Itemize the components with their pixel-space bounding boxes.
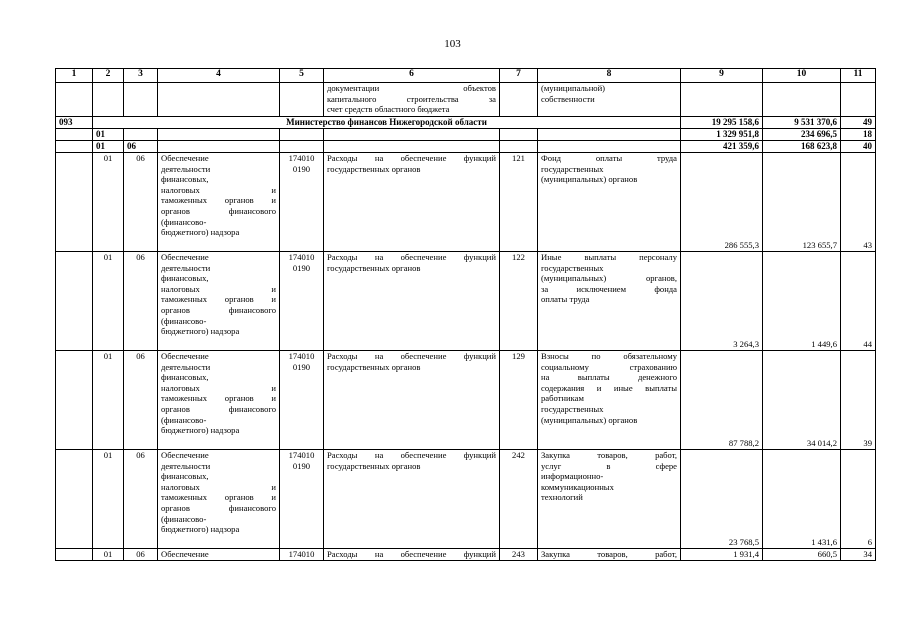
activity-cell [158, 252, 280, 351]
text-line: услуг в сфере [541, 460, 677, 471]
text-line: налоговых и [161, 184, 276, 195]
expense-name-cell [324, 450, 500, 549]
text-line: собственности [541, 93, 595, 104]
target-code-cell: 174010 [280, 549, 324, 561]
text-line: работникам [541, 393, 584, 404]
expense-type-cell: Закупка товаров, работ, [538, 549, 681, 561]
text-line: Расходы на обеспечение функций [327, 252, 496, 262]
target-code-cell [280, 153, 324, 252]
text-line: (финансово- [161, 315, 207, 326]
section-cell: 01 [93, 351, 124, 450]
section-cell: 01 [93, 549, 124, 561]
ministry-total-11: 49 [841, 117, 876, 129]
section-cell: 01 [93, 450, 124, 549]
text-line: деятельности [161, 262, 211, 273]
activity-cell: Обеспечение [158, 549, 280, 561]
section-cell: 01 [93, 153, 124, 252]
ministry-total-10: 9 531 370,6 [763, 117, 841, 129]
text-line: коммуникационных [541, 481, 614, 492]
text-line: документации объектов [327, 83, 496, 93]
text-line: финансовых, [161, 174, 209, 185]
text-line: 174010 [288, 450, 315, 460]
text-line: 0190 [292, 262, 311, 273]
text-line: Обеспечение [161, 153, 209, 163]
text-line: государственных органов [327, 460, 421, 471]
value-11-cell: 43 [841, 153, 876, 252]
expense-type-code-cell: 121 [500, 153, 538, 252]
value-9-cell: 87 788,2 [681, 351, 763, 450]
activity-cell [158, 153, 280, 252]
value-10-cell: 1 431,6 [763, 450, 841, 549]
text-line: Фонд оплаты труда [541, 153, 677, 163]
text-line: налоговых и [161, 283, 276, 294]
text-line: (финансово- [161, 414, 207, 425]
header-cell: 9 [681, 69, 763, 83]
budget-table [55, 68, 876, 561]
text-line: финансовых, [161, 273, 209, 284]
text-line: органов финансового [161, 403, 276, 414]
text-line: государственных [541, 163, 604, 174]
text-line: Обеспечение [161, 252, 209, 262]
target-code-cell [280, 252, 324, 351]
subsection-total-11: 40 [841, 141, 876, 153]
activity-cell [158, 351, 280, 450]
text-line: Обеспечение [161, 351, 209, 361]
table-row [56, 252, 876, 351]
text-line: капитального строительства за [327, 93, 496, 104]
text-line: деятельности [161, 361, 211, 372]
text-line: государственных органов [327, 262, 421, 273]
header-cell: 2 [93, 69, 124, 83]
text-line: налоговых и [161, 481, 276, 492]
continuation-expense-name [324, 83, 500, 117]
text-line: финансовых, [161, 471, 209, 482]
subsection-cell: 06 [124, 549, 158, 561]
text-line: 174010 [288, 252, 315, 262]
text-line: государственных [541, 262, 604, 273]
value-10-cell: 1 449,6 [763, 252, 841, 351]
section-row [56, 129, 876, 141]
text-line: деятельности [161, 460, 211, 471]
continuation-expense-type [538, 83, 681, 117]
expense-type-cell [538, 351, 681, 450]
text-line: (муниципальных) органов [541, 414, 638, 425]
text-line: (финансово- [161, 216, 207, 227]
expense-type-code-cell: 122 [500, 252, 538, 351]
text-line: оплаты труда [541, 294, 590, 305]
text-line: государственных [541, 403, 604, 414]
value-11-cell: 34 [841, 549, 876, 561]
text-line: 0190 [292, 163, 311, 174]
page-number: 103 [444, 38, 461, 50]
ministry-name: Министерство финансов Нижегородской области [93, 117, 681, 129]
subsection-cell: 06 [124, 153, 158, 252]
subsection-code: 01 [93, 141, 124, 153]
text-line: Закупка товаров, работ, [541, 450, 677, 460]
text-line: 174010 [288, 153, 315, 163]
subsection-cell: 06 [124, 351, 158, 450]
ministry-row [56, 117, 876, 129]
text-line: 0190 [292, 460, 311, 471]
text-line: (муниципальной) [541, 83, 606, 93]
text-line: бюджетного) надзора [161, 227, 240, 238]
text-line: Расходы на обеспечение функций [327, 153, 496, 163]
text-line: на выплаты денежного [541, 372, 677, 383]
value-9-cell: 23 768,5 [681, 450, 763, 549]
expense-type-code-cell: 243 [500, 549, 538, 561]
value-10-cell: 123 655,7 [763, 153, 841, 252]
text-line: технологий [541, 492, 583, 503]
activity-cell [158, 450, 280, 549]
header-cell: 11 [841, 69, 876, 83]
text-line: финансовых, [161, 372, 209, 383]
text-line: (муниципальных) органов [541, 174, 638, 185]
section-total-11: 18 [841, 129, 876, 141]
text-line: органов финансового [161, 205, 276, 216]
header-cell: 5 [280, 69, 324, 83]
expense-type-code-cell: 242 [500, 450, 538, 549]
expense-type-code-cell: 129 [500, 351, 538, 450]
section-cell: 01 [93, 252, 124, 351]
value-11-cell: 6 [841, 450, 876, 549]
header-cell: 3 [124, 69, 158, 83]
text-line: деятельности [161, 163, 211, 174]
subsection-total-9: 421 359,6 [681, 141, 763, 153]
text-line: 174010 [288, 351, 315, 361]
target-code-cell [280, 450, 324, 549]
expense-name-cell [324, 252, 500, 351]
value-11-cell: 44 [841, 252, 876, 351]
value-9-cell: 3 264,3 [681, 252, 763, 351]
subsection-total-10: 168 623,8 [763, 141, 841, 153]
header-cell: 6 [324, 69, 500, 83]
text-line: за исключением фонда [541, 283, 677, 294]
text-line: Расходы на обеспечение функций [327, 450, 496, 460]
text-line: Обеспечение [161, 450, 209, 460]
expense-type-cell [538, 450, 681, 549]
text-line: содержания и иные выплаты [541, 382, 677, 393]
header-cell: 1 [56, 69, 93, 83]
text-line: (финансово- [161, 513, 207, 524]
text-line: таможенных органов и [161, 294, 276, 305]
header-row [56, 69, 876, 83]
continuation-row [56, 83, 876, 117]
section-total-10: 234 696,5 [763, 129, 841, 141]
text-line: государственных органов [327, 163, 421, 174]
header-cell: 7 [500, 69, 538, 83]
section-code: 01 [93, 129, 124, 141]
text-line: информационно- [541, 471, 604, 482]
value-11-cell: 39 [841, 351, 876, 450]
target-code-cell [280, 351, 324, 450]
expense-type-cell [538, 153, 681, 252]
value-9-cell: 286 555,3 [681, 153, 763, 252]
text-line: счет средств областного бюджета [327, 104, 450, 115]
text-line: бюджетного) надзора [161, 524, 240, 535]
header-cell: 8 [538, 69, 681, 83]
text-line: бюджетного) надзора [161, 425, 240, 436]
header-cell: 10 [763, 69, 841, 83]
text-line: бюджетного) надзора [161, 326, 240, 337]
ministry-total-9: 19 295 158,6 [681, 117, 763, 129]
text-line: органов финансового [161, 304, 276, 315]
table-row [56, 450, 876, 549]
text-line: таможенных органов и [161, 195, 276, 206]
text-line: Расходы на обеспечение функций [327, 351, 496, 361]
value-9-cell: 1 931,4 [681, 549, 763, 561]
text-line: таможенных органов и [161, 492, 276, 503]
header-cell: 4 [158, 69, 280, 83]
ministry-code: 093 [56, 117, 93, 129]
table-row [56, 153, 876, 252]
text-line: социальному страхованию [541, 361, 677, 372]
expense-name-cell: Расходы на обеспечение функций [324, 549, 500, 561]
text-line: органов финансового [161, 502, 276, 513]
value-10-cell: 34 014,2 [763, 351, 841, 450]
text-line: Иные выплаты персоналу [541, 252, 677, 262]
value-10-cell: 660,5 [763, 549, 841, 561]
text-line: таможенных органов и [161, 393, 276, 404]
subsection-cell: 06 [124, 252, 158, 351]
text-line: (муниципальных) органов, [541, 273, 677, 284]
table-row-partial [56, 549, 876, 561]
section-total-9: 1 329 951,8 [681, 129, 763, 141]
text-line: 0190 [292, 361, 311, 372]
text-line: налоговых и [161, 382, 276, 393]
text-line: Взносы по обязательному [541, 351, 677, 361]
table-row [56, 351, 876, 450]
subsection-row [56, 141, 876, 153]
subsection-cell: 06 [124, 450, 158, 549]
expense-name-cell [324, 153, 500, 252]
subsection-subcode: 06 [124, 141, 158, 153]
expense-type-cell [538, 252, 681, 351]
text-line: государственных органов [327, 361, 421, 372]
expense-name-cell [324, 351, 500, 450]
